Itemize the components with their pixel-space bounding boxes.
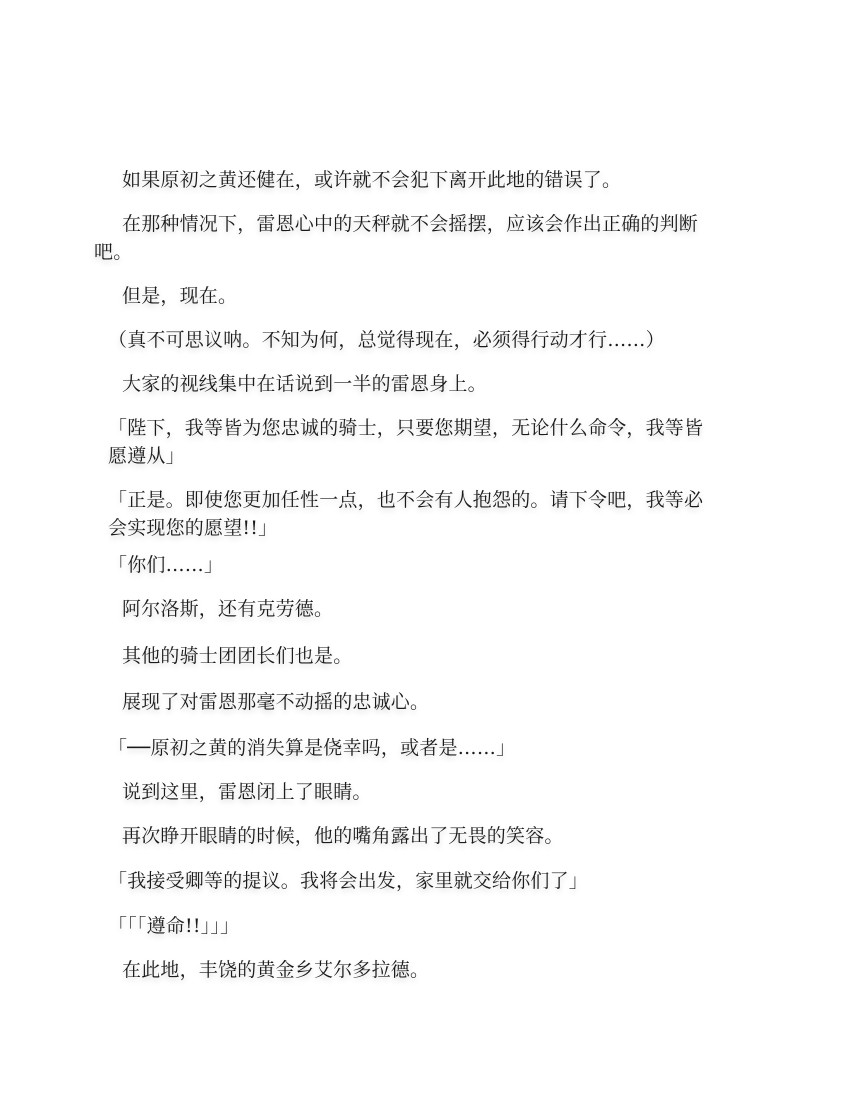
text-line: 「「「遵命!!」」」 (108, 915, 240, 937)
text-line: 吧。 (94, 241, 133, 263)
paragraph-6 (108, 414, 748, 470)
text-line: 会实现您的愿望!!」 (108, 517, 278, 539)
text-line: （真不可思议呐。不知为何，总觉得现在，必须得行动才行……） (108, 329, 665, 351)
paragraph-1 (108, 166, 748, 194)
paragraph-16 (108, 912, 748, 940)
paragraph-13 (108, 778, 748, 806)
text-line: 再次睁开眼睛的时候，他的嘴角露出了无畏的笑容。 (122, 825, 564, 847)
text-line: 愿遵从」 (108, 445, 185, 467)
paragraph-17 (108, 956, 748, 984)
paragraph-3 (108, 282, 748, 310)
paragraph-7 (108, 486, 748, 542)
text-line: 说到这里，雷恩闭上了眼睛。 (122, 781, 372, 803)
paragraph-4 (108, 326, 748, 354)
paragraph-15 (108, 867, 748, 895)
text-line: 在那种情况下，雷恩心中的天秤就不会摇摆，应该会作出正确的判断 (122, 213, 699, 235)
paragraph-11 (108, 688, 748, 716)
paragraph-14 (108, 822, 748, 850)
paragraph-9 (108, 595, 748, 623)
paragraph-12 (108, 734, 748, 762)
text-line: 「陛下，我等皆为您忠诚的骑士，只要您期望，无论什么命令，我等皆 (108, 417, 704, 439)
text-line: 「我接受卿等的提议。我将会出发，家里就交给你们了」 (108, 870, 589, 892)
text-line: 「你们……」 (108, 554, 224, 576)
paragraph-8 (108, 551, 748, 579)
paragraph-2 (94, 210, 748, 266)
text-line: 但是，现在。 (122, 285, 238, 307)
text-line: 如果原初之黄还健在，或许就不会犯下离开此地的错误了。 (122, 169, 622, 191)
text-line: 其他的骑士团团长们也是。 (122, 645, 353, 667)
text-line: 在此地，丰饶的黄金乡艾尔多拉德。 (122, 959, 430, 981)
text-line: 展现了对雷恩那毫不动摇的忠诚心。 (122, 691, 430, 713)
paragraph-5 (108, 370, 748, 398)
text-line: 大家的视线集中在话说到一半的雷恩身上。 (122, 373, 487, 395)
paragraph-10 (108, 642, 748, 670)
text-line: 「正是。即使您更加任性一点，也不会有人抱怨的。请下令吧，我等必 (108, 489, 704, 511)
text-line: 「──原初之黄的消失算是侥幸吗，或者是……」 (108, 737, 516, 759)
text-line: 阿尔洛斯，还有克劳德。 (122, 598, 334, 620)
